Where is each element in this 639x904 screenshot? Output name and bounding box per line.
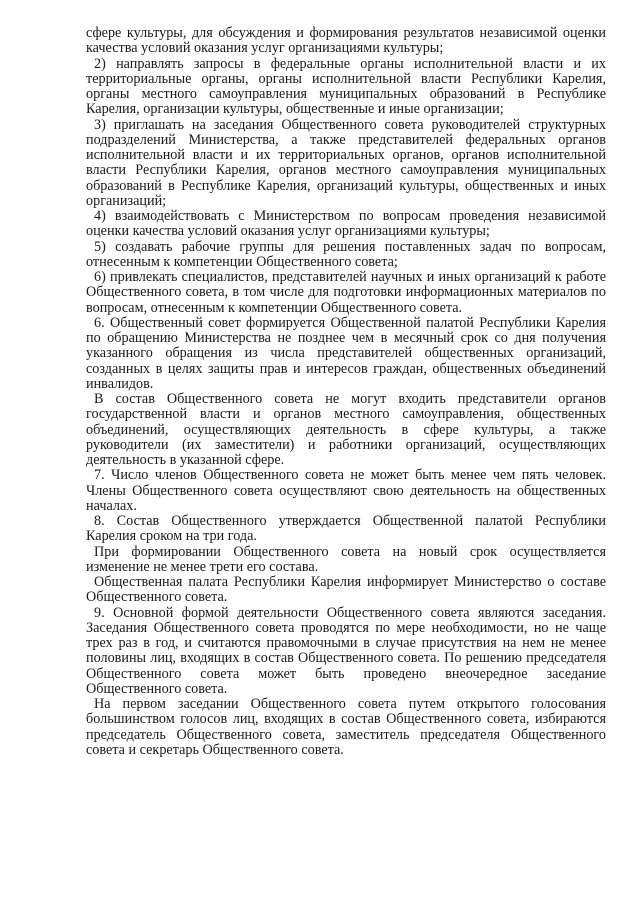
paragraph-item-2: 2) направлять запросы в федеральные органы исполнительной власти и их территориальные органы, органы исполнительной власти Республики Карелия, органы местного самоуправления муниципальных образований в Республике Карелия, организации культуры, общественные и иные организации; [86,55,606,118]
paragraph-section-8-inform: Общественная палата Республики Карелия информирует Министерство о составе Общественного совета. [86,574,606,606]
paragraph-section-9-first-meeting: На первом заседании Общественного совета путем открытого голосования большинством голосов лиц, входящих в состав Общественного совета, избираются председатель Общественного совета, заместитель председателя Общественного совета и секретарь Общественного совета. [86,696,606,758]
paragraph-item-3: 3) приглашать на заседания Общественного совета руководителей структурных подразделений Министерства, а также представителей федеральных органов исполнительной власти и их территориальных органов, органов исполнительной власти Республики Карелия, органов местного самоуправления муниципальных образований в Республике Карелия, организаций культуры, общественных и иных организаций; [86,116,606,209]
paragraph-section-8-renewal: При формировании Общественного совета на новый срок осуществляется изменение не менее трети его состава. [86,543,606,575]
paragraph-section-8: 8. Состав Общественного утверждается Общественной палатой Республики Карелия сроком на три года. [86,513,606,545]
paragraph-item-4: 4) взаимодействовать с Министерством по вопросам проведения независимой оценки качества условий оказания услуг организациями культуры; [86,208,606,240]
document-page [86,26,606,758]
paragraph-item-5: 5) создавать рабочие группы для решения поставленных задач по вопросам, отнесенным к компетенции Общественного совета; [86,238,606,270]
paragraph-section-9: 9. Основной формой деятельности Общественного совета являются заседания. Заседания Общественного совета проводятся по мере необходимости, но не чаще трех раз в год, и считаются правомочными в случае присутствия на нем не менее половины лиц, входящих в состав Общественного совета. По решению председателя Общественного совета может быть проведено внеочередное заседание Общественного совета. [86,604,606,697]
paragraph-section-6-composition: В состав Общественного совета не могут входить представители органов государственной власти и органов местного самоуправления, общественных объединений, осуществляющих деятельность в сфере культуры, а также руководители (их заместители) и работники организаций, осуществляющих деятельность в указанной сфере. [86,391,606,468]
paragraph-section-6: 6. Общественный совет формируется Общественной палатой Республики Карелия по обращению Министерства не позднее чем в месячный срок со дня получения указанного обращения из числа представителей общественных организаций, созданных в целях защиты прав и интересов граждан, общественных объединений инвалидов. [86,314,606,392]
paragraph-section-7: 7. Число членов Общественного совета не может быть менее чем пять человек. Члены Общественного совета осуществляют свою деятельность на общественных началах. [86,467,606,514]
paragraph-item-6: 6) привлекать специалистов, представителей научных и иных организаций к работе Общественного совета, в том числе для подготовки информационных материалов по вопросам, отнесенным к компетенции Общественного совета. [86,269,606,316]
paragraph-continuation: сфере культуры, для обсуждения и формирования результатов независимой оценки качества условий оказания услуг организациями культуры; [86,25,606,57]
